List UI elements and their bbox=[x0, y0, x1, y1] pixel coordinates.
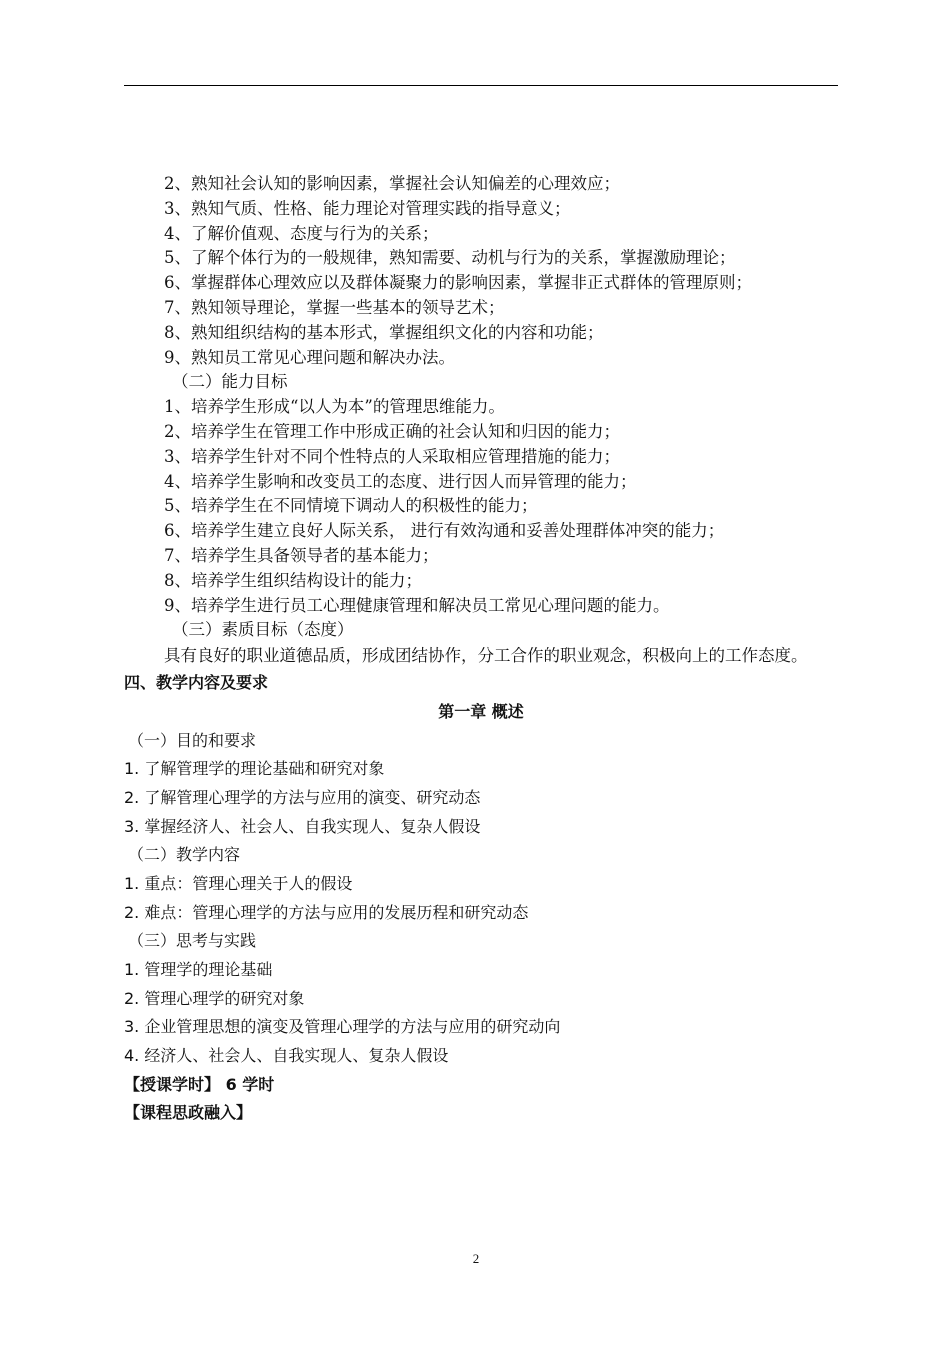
list-item: 2、培养学生在管理工作中形成正确的社会认知和归因的能力； bbox=[164, 421, 620, 441]
chapter-title: 第一章 概述 bbox=[438, 701, 524, 721]
list-item: 1、培养学生形成“以人为本”的管理思维能力。 bbox=[164, 397, 505, 417]
page-content bbox=[124, 172, 838, 1128]
page-number: 2 bbox=[472, 1251, 480, 1266]
list-item: 6、掌握群体心理效应以及群体凝聚力的影响因素，掌握非正式群体的管理原则； bbox=[164, 273, 752, 293]
list-item: 8、熟知组织结构的基本形式，掌握组织文化的内容和功能； bbox=[164, 322, 604, 342]
list-item: 6、培养学生建立良好人际关系， 进行有效沟通和妥善处理群体冲突的能力； bbox=[164, 521, 725, 541]
ability-goals-heading: （二）能力目标 bbox=[172, 372, 288, 392]
list-item: 1. 管理学的理论基础 bbox=[124, 960, 273, 980]
list-item: 1. 重点：管理心理关于人的假设 bbox=[124, 873, 353, 893]
list-item: 3、培养学生针对不同个性特点的人采取相应管理措施的能力； bbox=[164, 446, 620, 466]
list-item: 7、熟知领导理论，掌握一些基本的领导艺术； bbox=[164, 297, 505, 317]
list-item: 4、培养学生影响和改变员工的态度、进行因人而异管理的能力； bbox=[164, 471, 637, 491]
knowledge-goals-list bbox=[124, 172, 838, 370]
list-item: 3. 掌握经济人、社会人、自我实现人、复杂人假设 bbox=[124, 816, 481, 836]
quality-goals-section bbox=[124, 618, 838, 669]
list-item: 2、熟知社会认知的影响因素，掌握社会认知偏差的心理效应； bbox=[164, 174, 620, 193]
section-heading: 四、教学内容及要求 bbox=[124, 673, 269, 693]
list-item: 2. 了解管理心理学的方法与应用的演变、研究动态 bbox=[124, 787, 481, 807]
list-item: 2. 难点：管理心理学的方法与应用的发展历程和研究动态 bbox=[124, 902, 529, 922]
list-item: 7、培养学生具备领导者的基本能力； bbox=[164, 545, 439, 565]
list-item: 1. 了解管理学的理论基础和研究对象 bbox=[124, 759, 385, 779]
list-item: 5、培养学生在不同情境下调动人的积极性的能力； bbox=[164, 496, 538, 516]
ability-goals-section bbox=[124, 370, 838, 618]
subsection-heading: （一）目的和要求 bbox=[128, 730, 257, 750]
list-item: 3、熟知气质、性格、能力理论对管理实践的指导意义； bbox=[164, 198, 571, 218]
teaching-content-section bbox=[124, 669, 838, 1128]
list-item: 8、培养学生组织结构设计的能力； bbox=[164, 570, 422, 590]
list-item: 4、了解价值观、态度与行为的关系； bbox=[164, 223, 439, 243]
ideology-integration-heading: 【课程思政融入】 bbox=[124, 1103, 253, 1123]
list-item: 5、了解个体行为的一般规律，熟知需要、动机与行为的关系，掌握激励理论； bbox=[164, 248, 736, 268]
list-item: 9、培养学生进行员工心理健康管理和解决员工常见心理问题的能力。 bbox=[164, 595, 670, 615]
subsection-heading: （三）思考与实践 bbox=[128, 931, 257, 951]
list-item: 3. 企业管理思想的演变及管理心理学的方法与应用的研究动向 bbox=[124, 1017, 561, 1037]
quality-goals-heading: （三）素质目标（态度） bbox=[172, 620, 354, 640]
list-item: 2. 管理心理学的研究对象 bbox=[124, 988, 305, 1008]
subsection-heading: （二）教学内容 bbox=[128, 845, 241, 865]
quality-goals-paragraph: 具有良好的职业道德品质，形成团结协作，分工合作的职业观念，积极向上的工作态度。 bbox=[164, 646, 808, 666]
list-item: 4. 经济人、社会人、自我实现人、复杂人假设 bbox=[124, 1046, 449, 1066]
list-item: 9、熟知员工常见心理问题和解决办法。 bbox=[164, 347, 455, 367]
teaching-hours: 【授课学时】 6 学时 bbox=[124, 1074, 275, 1094]
header-rule bbox=[124, 85, 838, 86]
